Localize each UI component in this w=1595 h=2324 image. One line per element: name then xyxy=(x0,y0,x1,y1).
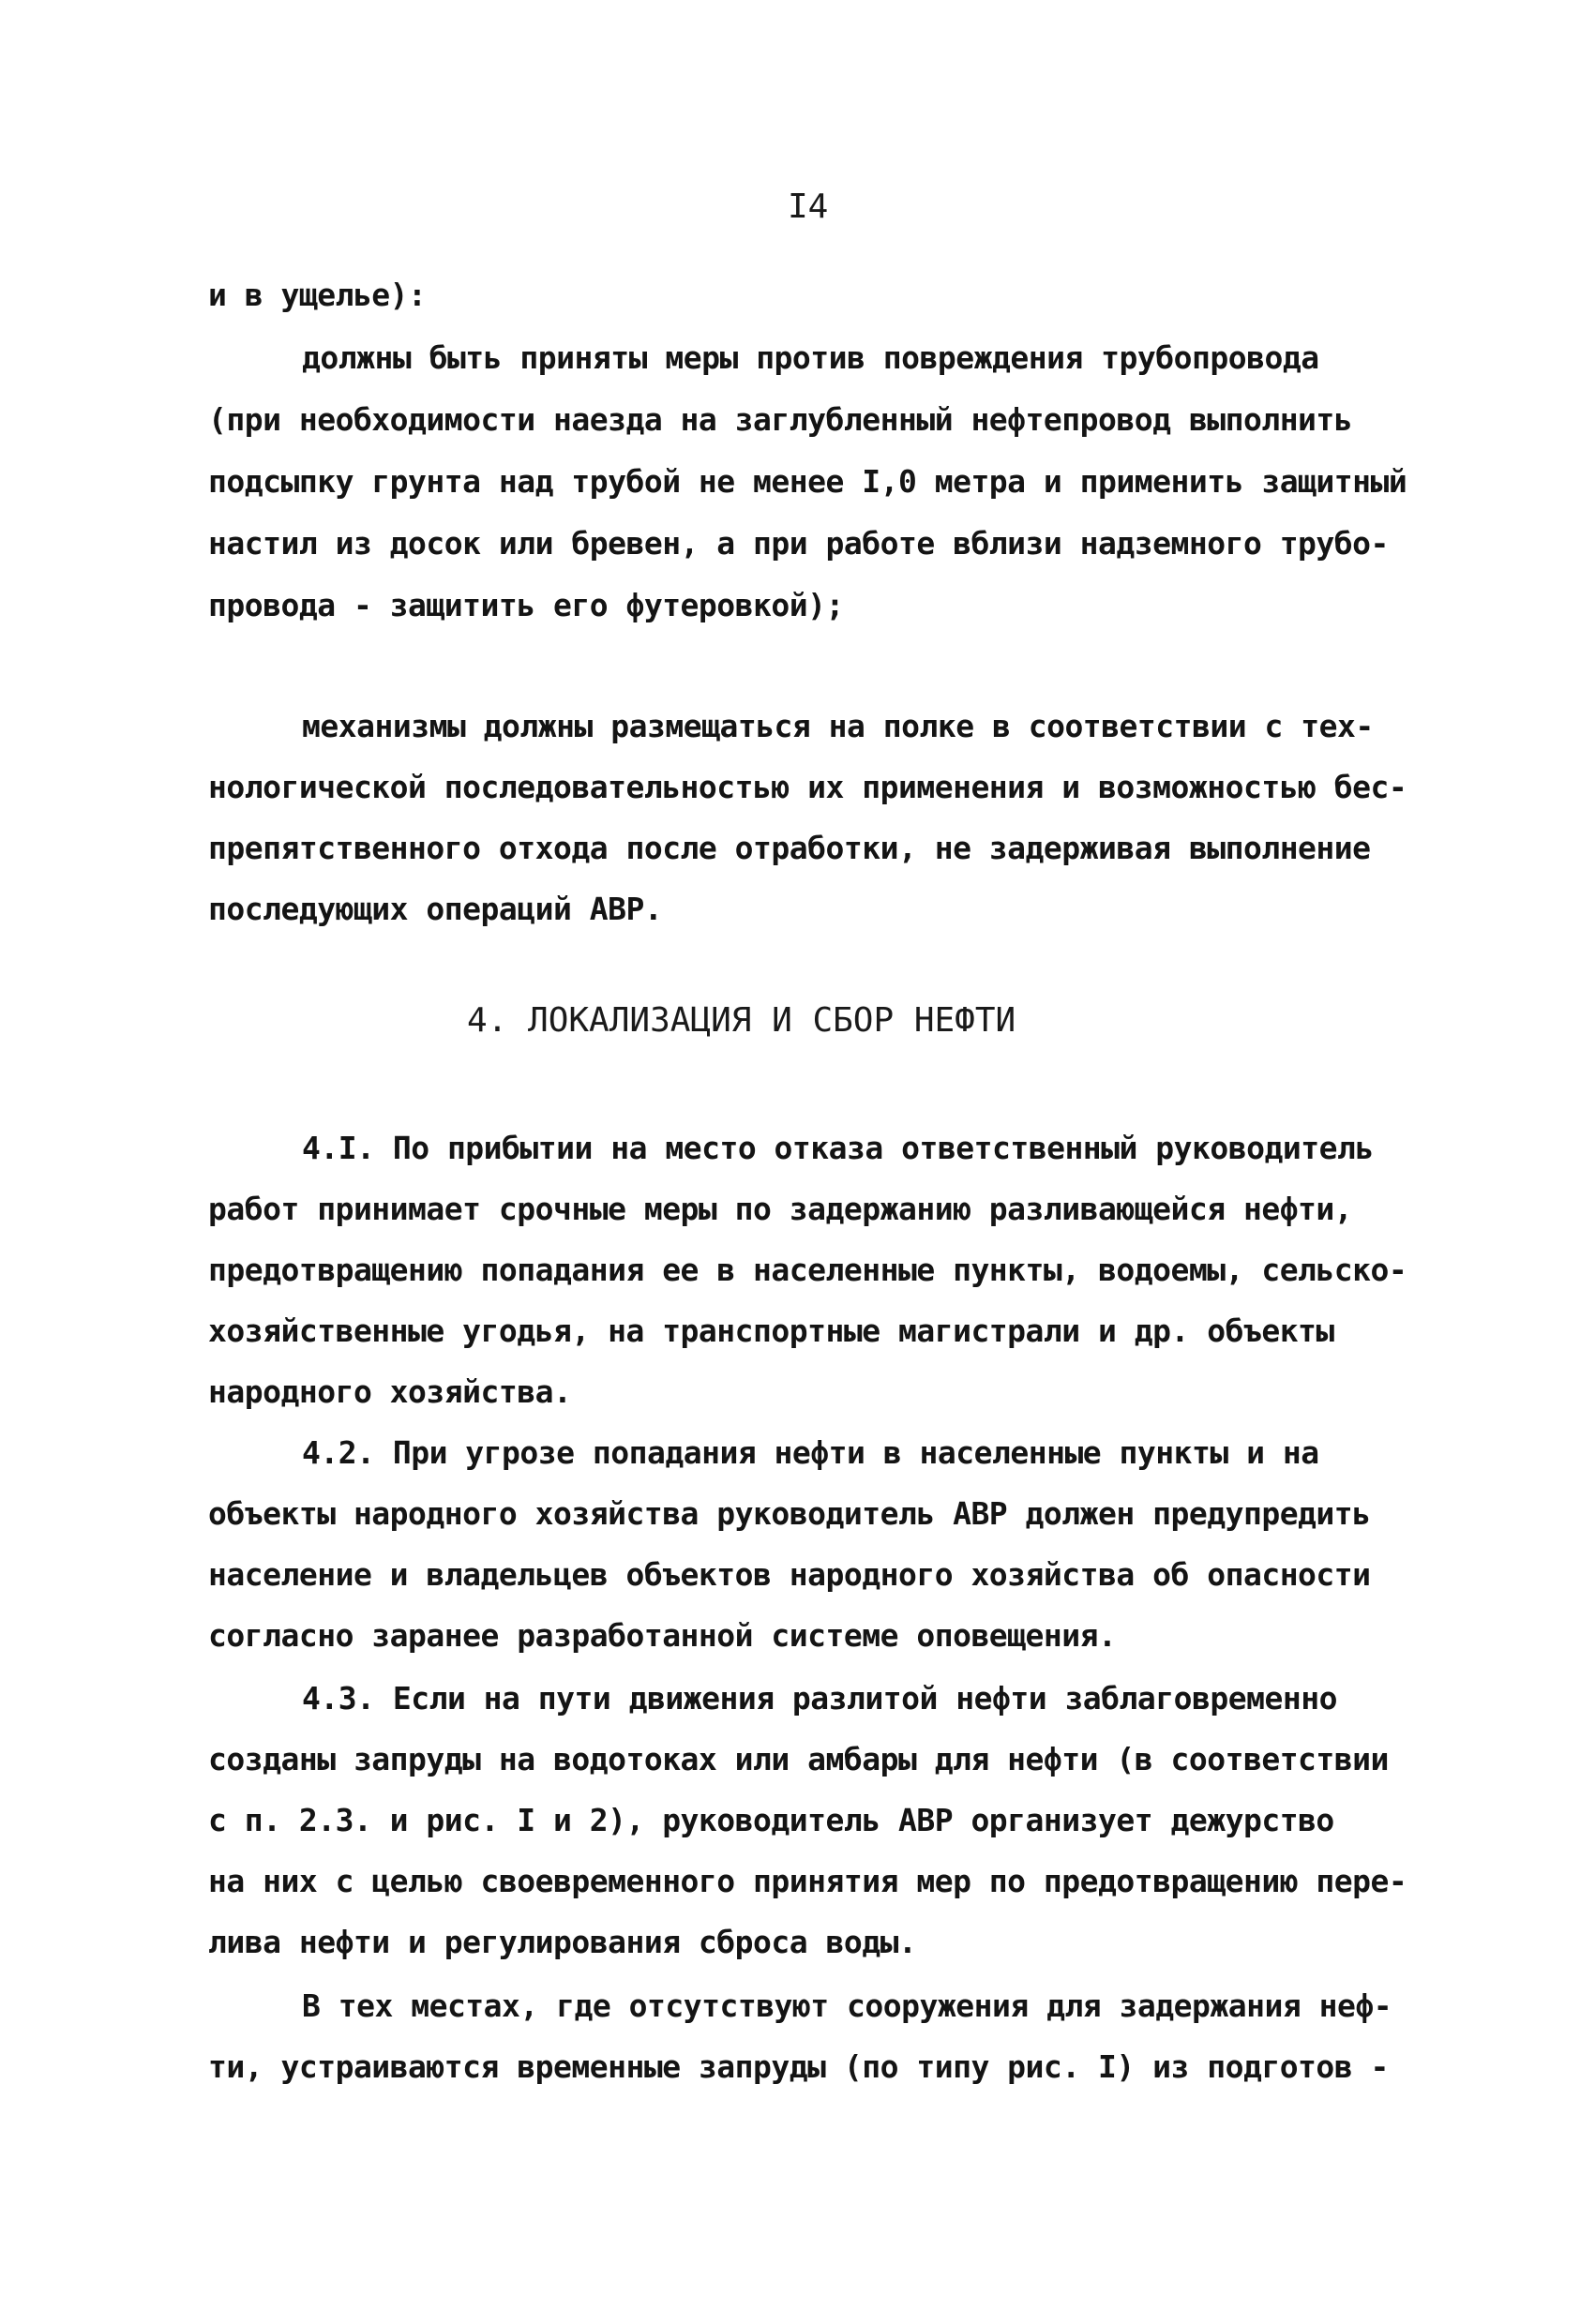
text-line: 4.I. По прибытии на место отказа ответственный руководитель xyxy=(302,1130,1374,1166)
text-line: 4.2. При угрозе попадания нефти в населенные пункты и на xyxy=(302,1434,1319,1471)
text-line: с п. 2.3. и рис. I и 2), руководитель АВР организует дежурство xyxy=(208,1802,1334,1838)
text-line: работ принимает срочные меры по задержанию разливающейся нефти, xyxy=(208,1191,1353,1227)
text-line: подсыпку грунта над трубой не менее I,0 метра и применить защитный xyxy=(208,463,1407,500)
text-line: настил из досок или бревен, а при работе вблизи надземного трубо- xyxy=(208,525,1389,562)
text-line: объекты народного хозяйства руководитель АВР должен предупредить xyxy=(208,1495,1371,1532)
text-line: механизмы должны размещаться на полке в соответствии с тех- xyxy=(302,708,1374,744)
text-line: В тех местах, где отсутствуют сооружения для задержания неф- xyxy=(302,1987,1392,2024)
text-line: (при необходимости наезда на заглубленный нефтепровод выполнить xyxy=(208,401,1353,438)
text-line: лива нефти и регулирования сброса воды. xyxy=(208,1924,917,1960)
text-line: последующих операций АВР. xyxy=(208,891,663,927)
text-line: должны быть приняты меры против повреждения трубопровода xyxy=(302,339,1319,376)
text-line: хозяйственные угодья, на транспортные магистрали и др. объекты xyxy=(208,1312,1334,1349)
text-line: созданы запруды на водотоках или амбары для нефти (в соответствии xyxy=(208,1741,1389,1777)
text-line: провода - защитить его футеровкой); xyxy=(208,587,844,623)
text-line: население и владельцев объектов народного хозяйства об опасности xyxy=(208,1556,1371,1593)
text-line: на них с целью своевременного принятия мер по предотвращению пере- xyxy=(208,1863,1407,1899)
text-line: 4.3. Если на пути движения разлитой нефти заблаговременно xyxy=(302,1680,1337,1717)
text-line: согласно заранее разработанной системе оповещения. xyxy=(208,1617,1117,1654)
intro-line: и в ущелье): xyxy=(208,277,427,313)
page-number: I4 xyxy=(788,187,829,226)
text-line: народного хозяйства. xyxy=(208,1373,572,1410)
section-heading: 4. ЛОКАЛИЗАЦИЯ И СБОР НЕФТИ xyxy=(467,1001,1016,1040)
text-line: нологической последовательностью их применения и возможностью бес- xyxy=(208,769,1407,805)
text-line: препятственного отхода после отработки, не задерживая выполнение xyxy=(208,830,1371,866)
text-line: предотвращению попадания ее в населенные пункты, водоемы, сельско- xyxy=(208,1252,1407,1288)
text-line: ти, устраиваются временные запруды (по типу рис. I) из подготов - xyxy=(208,2048,1389,2085)
